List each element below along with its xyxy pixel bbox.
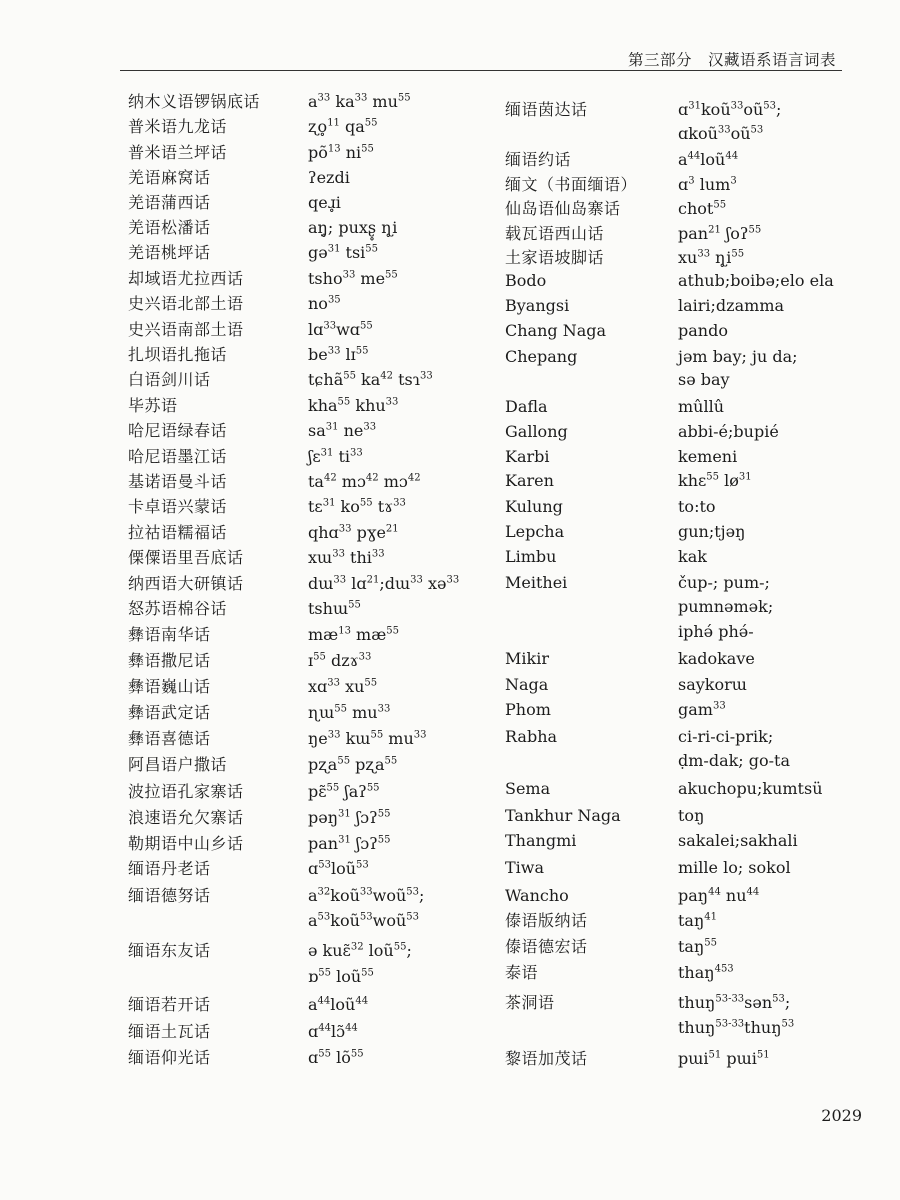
right-word-form: akuchopu;kumtsü	[678, 779, 823, 798]
page-number: 2029	[821, 1106, 862, 1125]
left-word-form: $a^{33}$ $ka^{33}$ $mu^{55}$	[308, 92, 411, 111]
right-language-name: Gallong	[505, 422, 568, 441]
left-language-name: 羌语麻窝话	[128, 168, 211, 187]
left-word-form: lɑ$^{33}$wɑ$^{55}$	[308, 320, 373, 339]
left-word-form: pɛ̃$^{55}$ ʃaʔ$^{55}$	[308, 782, 380, 801]
left-language-name: 卡卓语兴蒙话	[128, 497, 228, 516]
left-word-form: tshɯ$^{55}$	[308, 599, 361, 618]
left-word-form: $mæ^{13}$ $mæ^{55}$	[308, 625, 399, 644]
left-language-name: 彝语巍山话	[128, 677, 211, 696]
right-word-form: thuŋ$^{53-33}$sən$^{53}$;	[678, 993, 791, 1012]
left-word-form: ʐo̥$^{11}$ $qa^{55}$	[308, 117, 378, 136]
right-word-form: čup-; pum-;	[678, 573, 770, 592]
left-word-form: ɑ$^{53}$loũ$^{53}$	[308, 859, 369, 878]
left-language-name: 缅语仰光话	[128, 1048, 211, 1067]
right-word-form: sakalei;sakhali	[678, 831, 798, 850]
right-language-name: Rabha	[505, 727, 558, 746]
right-word-form: athub;boibə;elo ela	[678, 271, 834, 290]
right-language-name: 茶洞语	[505, 993, 555, 1012]
left-word-form: $põ^{13}$ $ni^{55}$	[308, 143, 374, 162]
left-word-form: ɪ$^{55}$ dzɤ$^{33}$	[308, 651, 372, 670]
right-language-name: Tiwa	[505, 858, 545, 877]
left-language-name: 勒期语中山乡话	[128, 834, 244, 853]
right-word-form: mûllû	[678, 397, 725, 416]
left-language-name: 浪速语允欠寨话	[128, 808, 244, 827]
left-language-name: 羌语桃坪话	[128, 243, 211, 262]
right-language-name: 缅语茵达话	[505, 100, 588, 119]
right-word-form: kemeni	[678, 447, 738, 466]
right-language-name: 缅文（书面缅语）	[505, 175, 638, 194]
left-language-name: 波拉语孔家寨话	[128, 782, 244, 801]
left-word-form: gə$^{31}$ tsi$^{55}$	[308, 243, 379, 262]
right-word-form: $xu^{33}$ $ɳ̥i^{55}$	[678, 248, 745, 267]
section-title: 第三部分 汉藏语系语言词表	[627, 51, 836, 69]
right-word-form: gam$^{33}$	[678, 700, 726, 719]
left-language-name: 史兴语北部土语	[128, 294, 244, 313]
left-language-name: 哈尼语墨江话	[128, 447, 228, 466]
left-language-name: 基诺语曼斗话	[128, 472, 228, 491]
left-language-name: 史兴语南部土语	[128, 320, 244, 339]
right-language-name: 仙岛语仙岛寨话	[505, 199, 621, 218]
right-word-form: abbi-é;bupié	[678, 422, 779, 441]
left-word-form: qeɹ̥i	[308, 193, 341, 212]
left-language-name: 彝语喜德话	[128, 729, 211, 748]
left-word-form: tsho$^{33}$ $me^{55}$	[308, 269, 398, 288]
left-word-form: $a^{44}loũ^{44}$	[308, 995, 369, 1014]
left-language-name: 缅语丹老话	[128, 859, 211, 878]
right-language-name: 泰语	[505, 963, 539, 982]
left-word-form: tɛ$^{31}$ $ko^{55}$ tɤ$^{33}$	[308, 497, 406, 516]
right-word-form: ɑ$^3$ lum$^3$	[678, 175, 737, 194]
left-word-form: aŋ̥; puxʂ̥ ɳ̥i	[308, 218, 398, 237]
right-word-form: kak	[678, 547, 707, 566]
right-word-form: taŋ$^{41}$	[678, 911, 718, 930]
right-word-form: pɯi$^{51}$ pɯi$^{51}$	[678, 1049, 770, 1068]
right-word-form: ḍm-dak; go-ta	[678, 751, 791, 770]
right-language-name: Chepang	[505, 347, 578, 366]
left-word-form: xɑ$^{33}$ $xu^{55}$	[308, 677, 378, 696]
right-word-form: thaŋ$^{453}$	[678, 963, 734, 982]
left-word-form: $sa^{31}$ $ne^{33}$	[308, 421, 377, 440]
right-word-form: pan$^{21}$ ʃoʔ$^{55}$	[678, 224, 762, 243]
right-language-name: Mikir	[505, 649, 549, 668]
right-language-name: Limbu	[505, 547, 557, 566]
right-language-name: Bodo	[505, 271, 547, 290]
right-language-name: Wancho	[505, 886, 569, 905]
right-language-name: Sema	[505, 779, 551, 798]
right-language-name: Chang Naga	[505, 321, 607, 340]
left-word-form: pan$^{31}$ ʃɔʔ$^{55}$	[308, 834, 391, 853]
left-language-name: 却域语尤拉西话	[128, 269, 244, 288]
left-language-name: 纳西语大研镇话	[128, 574, 244, 593]
right-language-name: Dafla	[505, 397, 548, 416]
right-word-form: to:to	[678, 497, 716, 516]
right-language-name: Lepcha	[505, 522, 565, 541]
right-word-form: pando	[678, 321, 728, 340]
left-language-name: 彝语武定话	[128, 703, 211, 722]
left-word-form: $a^{32}koũ^{33}woũ^{53}$;	[308, 886, 425, 905]
left-word-form: dɯ$^{33}$ lɑ$^{21}$;dɯ$^{33}$ xə$^{33}$	[308, 574, 460, 593]
left-language-name: 羌语松潘话	[128, 218, 211, 237]
right-language-name: 傣语德宏话	[505, 937, 588, 956]
left-word-form: kha$^{55}$ khu$^{33}$	[308, 396, 399, 415]
right-language-name: 土家语坡脚话	[505, 248, 605, 267]
right-word-form: toŋ	[678, 806, 705, 825]
left-language-name: 彝语南华话	[128, 625, 211, 644]
right-word-form: $a^{44}loũ^{44}$	[678, 150, 739, 169]
left-word-form: ɑ$^{44}$lɔ̃$^{44}$	[308, 1022, 358, 1041]
left-word-form: xɯ$^{33}$ thi$^{33}$	[308, 548, 385, 567]
left-language-name: 纳木义语锣锅底话	[128, 92, 261, 111]
right-word-form: chot$^{55}$	[678, 199, 727, 218]
right-word-form: gun;tjəŋ	[678, 522, 746, 541]
left-language-name: 缅语东友话	[128, 941, 211, 960]
right-word-form: ci-ri-ci-prik;	[678, 727, 774, 746]
left-language-name: 白语剑川话	[128, 370, 211, 389]
right-word-form: pumnəmək;	[678, 597, 774, 616]
right-language-name: 载瓦语西山话	[505, 224, 605, 243]
left-word-form: pəŋ$^{31}$ ʃɔʔ$^{55}$	[308, 808, 391, 827]
right-word-form: thuŋ$^{53-33}$thuŋ$^{53}$	[678, 1018, 795, 1037]
left-language-name: 怒苏语棉谷话	[128, 599, 228, 618]
right-word-form: kadokave	[678, 649, 755, 668]
left-language-name: 哈尼语绿春话	[128, 421, 228, 440]
right-language-name: 缅语约话	[505, 150, 572, 169]
left-word-form: tɕhã$^{55}$ $ka^{42}$ tsɿ$^{33}$	[308, 370, 433, 389]
right-word-form: paŋ$^{44}$ $nu^{44}$	[678, 886, 760, 905]
left-word-form: qhɑ$^{33}$ pɣe$^{21}$	[308, 523, 399, 542]
left-language-name: 扎坝语扎拖话	[128, 345, 228, 364]
left-word-form: ɑ$^{55}$ $lõ^{55}$	[308, 1048, 364, 1067]
right-word-form: iphə́ phə́-	[678, 622, 754, 641]
right-word-form: $ɑkoũ^{33}oũ^{53}$	[678, 124, 764, 143]
left-word-form: ɒ$^{55}$ loũ$^{55}$	[308, 967, 374, 986]
left-language-name: 缅语若开话	[128, 995, 211, 1014]
left-language-name: 普米语兰坪话	[128, 143, 228, 162]
left-language-name: 羌语蒲西话	[128, 193, 211, 212]
left-word-form: $ŋe^{33}$ kɯ$^{55}$ $mu^{33}$	[308, 729, 427, 748]
left-word-form: $a^{53}koũ^{53}woũ^{53}$	[308, 911, 420, 930]
left-language-name: 缅语土瓦话	[128, 1022, 211, 1041]
left-language-name: 毕苏语	[128, 396, 178, 415]
left-language-name: 傈僳语里吾底话	[128, 548, 244, 567]
right-language-name: 傣语版纳话	[505, 911, 588, 930]
right-word-form: lairi;dzamma	[678, 296, 785, 315]
right-language-name: Karbi	[505, 447, 550, 466]
left-language-name: 缅语德努话	[128, 886, 211, 905]
right-language-name: Kulung	[505, 497, 563, 516]
right-language-name: Thangmi	[505, 831, 577, 850]
left-word-form: $no^{35}$	[308, 294, 341, 313]
left-word-form: $ta^{42}$ mɔ$^{42}$ mɔ$^{42}$	[308, 472, 421, 491]
left-word-form: ʃɛ$^{31}$ $ti^{33}$	[308, 447, 363, 466]
left-language-name: 彝语撒尼话	[128, 651, 211, 670]
right-word-form: mille lo; sokol	[678, 858, 791, 877]
left-word-form: $be^{33}$ lɪ$^{55}$	[308, 345, 369, 364]
right-word-form: $ɑ^{31}koũ^{33}oũ^{53}$;	[678, 100, 782, 119]
right-word-form: sə bay	[678, 370, 730, 389]
right-language-name: Naga	[505, 675, 549, 694]
right-language-name: Karen	[505, 471, 554, 490]
left-word-form: ɳɯ$^{55}$ $mu^{33}$	[308, 703, 391, 722]
right-word-form: saykorɯ	[678, 675, 747, 694]
right-language-name: Byangsi	[505, 296, 570, 315]
right-language-name: Meithei	[505, 573, 568, 592]
left-word-form: pʐa$^{55}$ pʐa$^{55}$	[308, 755, 398, 774]
right-word-form: khɛ$^{55}$ $lø^{31}$	[678, 471, 752, 490]
right-word-form: jəm bay; ju da;	[678, 347, 798, 366]
left-word-form: ə kuɛ̃$^{32}$ loũ$^{55}$;	[308, 941, 412, 960]
left-word-form: ʔezdi	[308, 168, 350, 187]
page-header	[120, 46, 842, 71]
left-language-name: 拉祜语糯福话	[128, 523, 228, 542]
right-language-name: Phom	[505, 700, 551, 719]
left-language-name: 普米语九龙话	[128, 117, 228, 136]
right-language-name: 黎语加茂话	[505, 1049, 588, 1068]
right-language-name: Tankhur Naga	[505, 806, 621, 825]
left-language-name: 阿昌语户撒话	[128, 755, 228, 774]
right-word-form: taŋ$^{55}$	[678, 937, 718, 956]
